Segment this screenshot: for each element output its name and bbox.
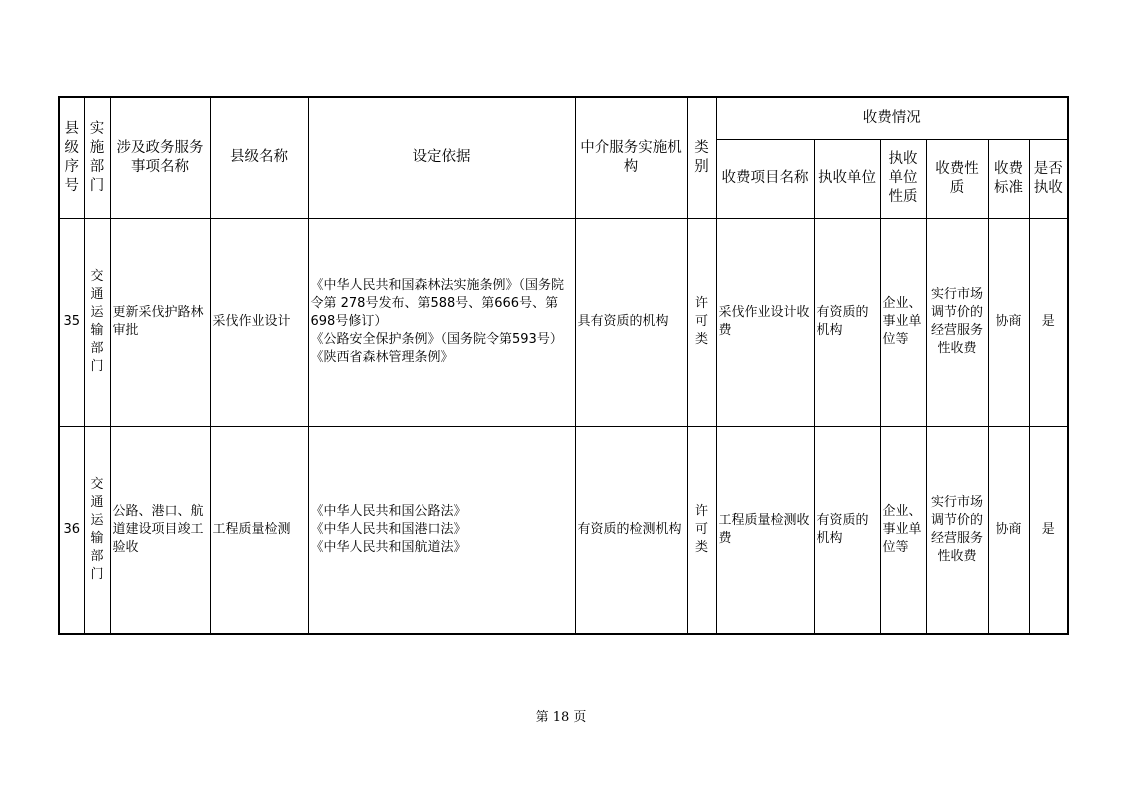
header-agency: 中介服务实施机构 — [575, 97, 687, 218]
row-basis — [308, 218, 575, 426]
table-row — [59, 426, 1068, 634]
page-number: 第 18 页 — [535, 710, 587, 725]
row-basis — [308, 426, 575, 634]
row-item: 公路、港口、航道建设项目竣工验收 — [110, 426, 210, 634]
header-category: 类别 — [687, 97, 716, 218]
header-fee-item: 收费项目名称 — [716, 139, 814, 218]
row-dept: 交通运输部门 — [84, 426, 110, 634]
basis-line: 《中华人民共和国航道法》 — [310, 539, 467, 555]
header-seq: 县级序号 — [59, 97, 84, 218]
header-fee-standard: 收费标准 — [988, 139, 1029, 218]
header-basis: 设定依据 — [308, 97, 575, 218]
header-fee-unit: 执收单位 — [814, 139, 880, 218]
row-seq: 36 — [59, 426, 84, 634]
row-county-name: 采伐作业设计 — [210, 218, 308, 426]
row-seq: 35 — [59, 218, 84, 426]
row-fee-item: 采伐作业设计收费 — [716, 218, 814, 426]
row-agency: 有资质的检测机构 — [575, 426, 687, 634]
row-agency: 具有资质的机构 — [575, 218, 687, 426]
row-county-name: 工程质量检测 — [210, 426, 308, 634]
header-fee-group: 收费情况 — [716, 97, 1068, 139]
fee-table — [58, 96, 1069, 635]
row-fee-unit: 有资质的机构 — [814, 426, 880, 634]
header-county-name: 县级名称 — [210, 97, 308, 218]
header-dept: 实施部门 — [84, 97, 110, 218]
row-is-charged: 是 — [1029, 218, 1068, 426]
row-fee-unit: 有资质的机构 — [814, 218, 880, 426]
row-category: 许可类 — [687, 218, 716, 426]
basis-line: 《中华人民共和国港口法》 — [310, 521, 467, 537]
header-is-charged: 是否执收 — [1029, 139, 1068, 218]
table-row — [59, 218, 1068, 426]
row-fee-standard: 协商 — [988, 426, 1029, 634]
row-unit-nature: 企业、事业单位等 — [880, 426, 926, 634]
row-dept: 交通运输部门 — [84, 218, 110, 426]
row-unit-nature: 企业、事业单位等 — [880, 218, 926, 426]
header-item: 涉及政务服务事项名称 — [110, 97, 210, 218]
row-fee-standard: 协商 — [988, 218, 1029, 426]
basis-line: 《公路安全保护条例》（国务院令第593号）《陕西省森林管理条例》 — [310, 332, 563, 365]
basis-line: 《中华人民共和国公路法》 — [310, 503, 467, 519]
header-unit-nature: 执收单位性质 — [880, 139, 926, 218]
header-fee-nature: 收费性质 — [926, 139, 988, 218]
row-fee-nature: 实行市场调节价的经营服务性收费 — [926, 218, 988, 426]
row-is-charged: 是 — [1029, 426, 1068, 634]
basis-line: 《中华人民共和国森林法实施条例》（国务院令第 278号发布、第588号、第666号、第698号修订） — [310, 278, 565, 329]
row-item: 更新采伐护路林审批 — [110, 218, 210, 426]
row-fee-nature: 实行市场调节价的经营服务性收费 — [926, 426, 988, 634]
row-fee-item: 工程质量检测收费 — [716, 426, 814, 634]
row-category: 许可类 — [687, 426, 716, 634]
